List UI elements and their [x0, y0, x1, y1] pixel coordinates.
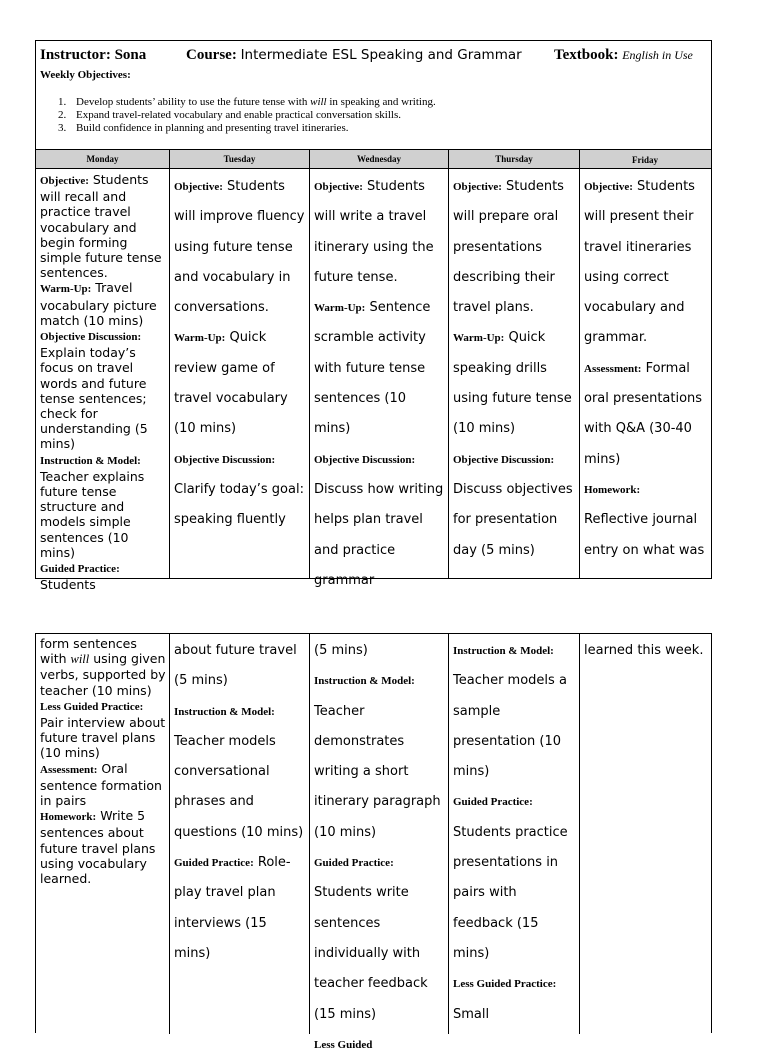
entry: Less Guided Practice: Pair interview about future travel plans (10 mins)	[40, 700, 166, 761]
day-header-tuesday: Tuesday	[170, 150, 310, 168]
weekly-objectives-label: Weekly Objectives:	[40, 69, 131, 81]
entry: Guided Practice: Students practice presentations in pairs with feedback (15 mins)	[453, 796, 568, 961]
day-header-friday: Friday	[632, 155, 658, 165]
course-value: Intermediate ESL Speaking and Grammar	[240, 47, 522, 63]
entry: Objective Discussion: Clarify today’s goal: speaking fluently	[174, 453, 304, 528]
lesson-plan-table-page-2	[35, 633, 712, 1051]
textbook-label: Textbook:	[554, 47, 619, 63]
objective-item: 2. Expand travel-related vocabulary and enable practical conversation skills.	[58, 109, 401, 122]
entry: Less Guided Practice: Small	[453, 978, 557, 1022]
objective-item: 1. Develop students’ ability to use the future tense with will in speaking and writing.	[58, 96, 436, 108]
course-info	[186, 47, 522, 64]
textbook-value: English in Use	[622, 48, 693, 62]
lesson-row-2	[36, 634, 711, 1051]
entry: (5 mins)	[314, 643, 368, 658]
entry: Objective: Students will write a travel itinerary using the future tense.	[314, 179, 434, 285]
entry: Homework: Write 5 sentences about future travel plans using vocabulary learned.	[40, 808, 156, 887]
day-header-monday: Monday	[36, 150, 170, 168]
tuesday-cell	[170, 169, 310, 578]
entry: Warm-Up: Travel vocabulary picture match (10 mins)	[40, 280, 157, 328]
entry: Assessment: Formal oral presentations with Q&A (30-40 mins)	[584, 360, 703, 467]
monday-cell	[36, 169, 170, 593]
entry: Instruction & Model: Teacher models conversational phrases and questions (10 mins)	[174, 705, 304, 840]
wednesday-cell	[310, 169, 449, 588]
entry: Instruction & Model: Teacher demonstrates writing a short itinerary paragraph (10 mins)	[314, 675, 441, 840]
thursday-cell	[449, 634, 580, 1034]
friday-cell	[580, 634, 710, 1034]
day-header-row	[36, 150, 711, 169]
lesson-plan-table-page-1	[35, 40, 712, 593]
entry: form sentences with will using given verbs, supported by teacher (10 mins)	[40, 636, 166, 698]
course-label: Course:	[186, 47, 237, 63]
lesson-row-1	[36, 169, 711, 593]
entry: Warm-Up: Quick review game of travel vocabulary (10 mins)	[174, 330, 288, 437]
tuesday-cell	[170, 634, 310, 1034]
entry: Assessment: Oral sentence formation in pairs	[40, 760, 162, 809]
day-header-thursday: Thursday	[449, 150, 580, 168]
entry: Instruction & Model: Teacher explains future tense structure and models simple sentences (10 mins)	[40, 454, 145, 560]
entry: Objective: Students will present their travel itineraries using correct vocabulary and grammar.	[584, 179, 695, 346]
plan-header	[36, 41, 711, 150]
entry: Guided Practice: Students write sentences individually with teacher feedback (15 mins)	[314, 857, 428, 1022]
friday-cell	[580, 169, 710, 578]
entry: Objective Discussion: Discuss objectives for presentation day (5 mins)	[453, 453, 573, 558]
thursday-cell	[449, 169, 580, 578]
entry: about future travel (5 mins)	[174, 643, 297, 689]
entry: Instruction & Model: Teacher models a sample presentation (10 mins)	[453, 645, 567, 780]
textbook-info	[554, 47, 693, 64]
wednesday-cell	[310, 634, 449, 1051]
entry: Objective: Students will recall and practice travel vocabulary and begin forming simple future tense sentences.	[40, 172, 162, 281]
entry: Less Guided	[314, 1038, 373, 1051]
objective-item: 3. Build confidence in planning and presenting travel itineraries.	[58, 122, 349, 135]
entry: Objective: Students will improve fluency using future tense and vocabulary in conversations.	[174, 179, 305, 316]
instructor-name: Instructor: Sona	[40, 47, 147, 63]
entry: learned this week.	[584, 643, 704, 658]
monday-cell	[36, 634, 170, 1034]
entry: Objective Discussion: Explain today’s focus on travel words and future tense sentences; check for understanding (5 mins)	[40, 331, 148, 452]
entry: Guided Practice: Students	[40, 563, 120, 593]
entry: Objective: Students will prepare oral presentations describing their travel plans.	[453, 179, 564, 316]
entry: Guided Practice: Role-play travel plan interviews (15 mins)	[174, 855, 291, 961]
weekly-objectives-list	[58, 96, 436, 136]
day-header-wednesday: Wednesday	[310, 150, 449, 168]
entry: Warm-Up: Sentence scramble activity with future tense sentences (10 mins)	[314, 300, 431, 437]
entry: Warm-Up: Quick speaking drills using future tense (10 mins)	[453, 330, 572, 437]
entry: Objective Discussion: Discuss how writing helps plan travel and practice grammar	[314, 453, 444, 588]
entry: Homework: Reflective journal entry on what was	[584, 483, 705, 558]
